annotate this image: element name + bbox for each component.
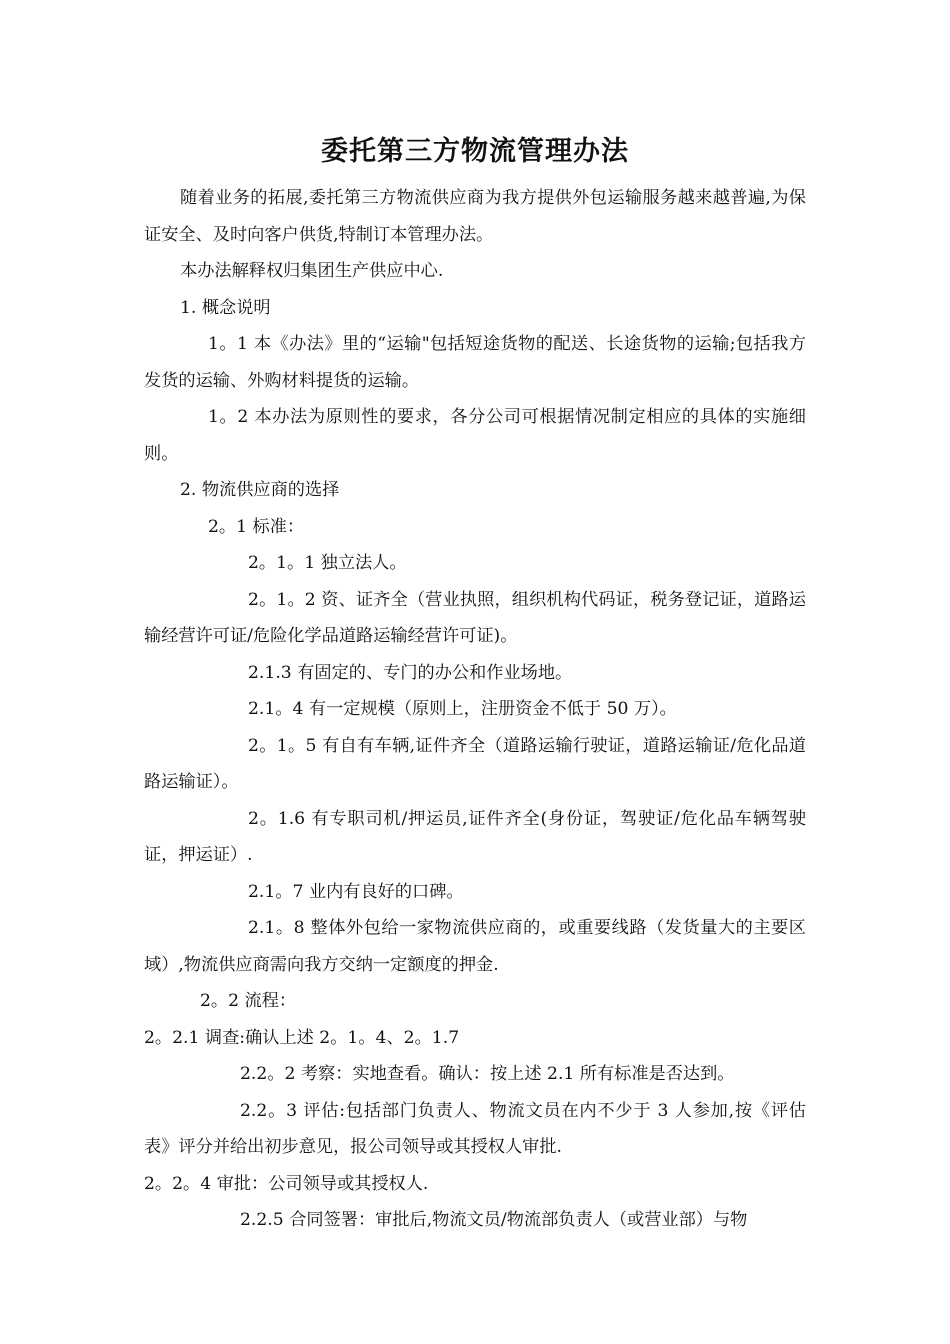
list-item: 2.2.5 合同签署：审批后,物流文员/物流部负责人（或营业部）与物 — [240, 1210, 748, 1230]
section-heading: 1. 概念说明 — [180, 297, 271, 318]
list-item: 2.2。2 考察：实地查看。确认：按上述 2.1 所有标准是否达到。 — [240, 1064, 735, 1084]
section-heading: 2. 物流供应商的选择 — [180, 480, 340, 500]
paragraph: 1。1 本《办法》里的“运输"包括短途货物的配送、长途货物的运输;包括我方发货的运输、外购材料提货的运输。 — [144, 334, 806, 391]
list-item: 2。1.6 有专职司机/押运员,证件齐全(身份证，驾驶证/危化品车辆驾驶证，押运证）. — [144, 808, 806, 865]
list-item: 2.1。8 整体外包给一家物流供应商的，或重要线路（发货量大的主要区域）,物流供应商需向我方交纳一定额度的押金. — [144, 918, 806, 975]
list-item: 2。1。5 有自有车辆,证件齐全（道路运输行驶证，道路运输证/危化品道路运输证）。 — [144, 735, 806, 792]
list-item: 2。2。4 审批：公司领导或其授权人. — [144, 1173, 429, 1194]
paragraph: 1。2 本办法为原则性的要求，各分公司可根据情况制定相应的具体的实施细则。 — [144, 407, 806, 464]
paragraph: 随着业务的拓展,委托第三方物流供应商为我方提供外包运输服务越来越普遍,为保证安全、及时向客户供货,特制订本管理办法。 — [144, 188, 806, 245]
list-item: 2.1.3 有固定的、专门的办公和作业场地。 — [248, 662, 573, 683]
document-body — [144, 180, 806, 1239]
list-item: 2。2.1 调查:确认上述 2。1。4、2。1.7 — [144, 1027, 460, 1048]
subsection-heading: 2。2 流程： — [200, 991, 297, 1011]
list-item: 2。1。1 独立法人。 — [248, 553, 407, 573]
list-item: 2。1。2 资、证齐全（营业执照，组织机构代码证，税务登记证，道路运输经营许可证/危险化学品道路运输经营许可证)。 — [144, 589, 806, 646]
subsection-heading: 2。1 标准： — [208, 516, 305, 537]
paragraph: 本办法解释权归集团生产供应中心. — [180, 261, 444, 281]
list-item: 2.1。7 业内有良好的口碑。 — [248, 881, 464, 902]
list-item: 2.1。4 有一定规模（原则上，注册资金不低于 50 万）。 — [248, 699, 677, 719]
document-title: 委托第三方物流管理办法 — [321, 136, 629, 167]
list-item: 2.2。3 评估:包括部门负责人、物流文员在内不少于 3 人参加,按《评估表》评分并给出初步意见，报公司领导或其授权人审批. — [144, 1100, 806, 1157]
